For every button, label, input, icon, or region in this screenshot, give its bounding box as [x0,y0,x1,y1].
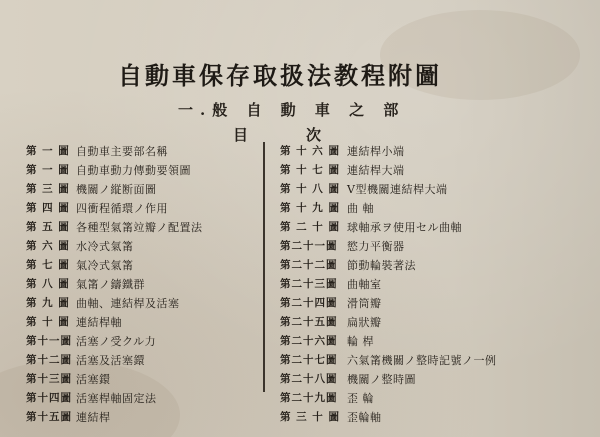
figure-title: 歪 輪 [347,391,374,405]
figure-title: 扁狀瓣 [347,315,382,329]
toc-entry [26,160,203,179]
figure-title: 活塞桿軸固定法 [76,391,157,405]
figure-title: 連結桿 [76,410,111,424]
figure-title: 慾力平衡器 [347,239,405,253]
toc-entry [280,407,497,426]
toc-entry [280,236,497,255]
figure-title: 機關ノ整時圖 [347,372,416,386]
figure-number: 第二十五圖 [280,316,338,328]
figure-title: 曲軸、連結桿及活塞 [76,296,180,310]
toc-entry [26,179,203,198]
figure-title: 連結桿小端 [347,144,405,158]
toc-heading-char-1: 目 [233,126,249,144]
figure-number: 第 六 圖 [26,240,70,252]
figure-number: 第 二 十 圖 [280,221,340,233]
figure-title: 輪 桿 [347,334,374,348]
document-title: 自動車保存取扱法教程附圖 [118,61,442,90]
toc-entry [26,255,203,274]
figure-number: 第 四 圖 [26,202,70,214]
toc-entry [280,255,497,274]
toc-entry [26,141,203,160]
figure-number: 第二十九圖 [280,392,338,404]
figure-number: 第 一 圖 [26,145,70,157]
toc-entry [26,217,203,236]
toc-entry [280,179,497,198]
toc-entry [26,274,203,293]
figure-title: 歪輪軸 [347,410,382,424]
toc-entry [280,350,497,369]
toc-entry [280,369,497,388]
toc-entry [26,293,203,312]
figure-title: 四衝程循環ノ作用 [76,201,168,215]
toc-entry [26,369,203,388]
figure-title: 機關ノ縦断面圖 [76,182,157,196]
figure-number: 第二十六圖 [280,335,338,347]
figure-title: 活塞及活塞鐶 [76,353,145,367]
figure-number: 第 九 圖 [26,297,70,309]
toc-entry [280,388,497,407]
figure-title: 氣筩ノ鑄鐵群 [76,277,145,291]
toc-entry [26,407,203,426]
figure-number: 第十三圖 [26,373,72,385]
figure-number: 第二十四圖 [280,297,338,309]
figure-title: 節動輪裝著法 [347,258,416,272]
figure-title: 自動車動力傳動要領圖 [76,163,191,177]
section-subtitle: 一.般 自 動 車 之 部 [178,101,406,119]
toc-heading-char-2: 次 [306,126,322,144]
toc-left-column [26,141,203,426]
figure-number: 第二十一圖 [280,240,338,252]
figure-title: 連結桿大端 [347,163,405,177]
toc-entry [280,331,497,350]
toc-entry [26,331,203,350]
toc-entry [280,198,497,217]
toc-entry [26,388,203,407]
figure-number: 第 十 九 圖 [280,202,340,214]
toc-right-column [280,141,497,426]
figure-title: 球軸承ヲ使用セル曲軸 [347,220,462,234]
toc-entry [26,350,203,369]
figure-number: 第 八 圖 [26,278,70,290]
figure-title: 六氣筩機關ノ整時記號ノ一例 [347,353,497,367]
toc-entry [26,236,203,255]
figure-number: 第 十 八 圖 [280,183,340,195]
figure-number: 第十一圖 [26,335,72,347]
toc-entry [280,293,497,312]
figure-title: 連結桿軸 [76,315,122,329]
toc-entry [26,312,203,331]
figure-title: 自動車主要部名稱 [76,144,168,158]
figure-number: 第 一 圖 [26,164,70,176]
figure-number: 第十二圖 [26,354,72,366]
column-divider [263,142,265,392]
figure-title: 活塞鐶 [76,372,111,386]
figure-number: 第 三 十 圖 [280,411,340,423]
toc-entry [26,198,203,217]
figure-number: 第二十七圖 [280,354,338,366]
figure-number: 第二十三圖 [280,278,338,290]
toc-entry [280,160,497,179]
toc-entry [280,312,497,331]
figure-title: 氣冷式氣筩 [76,258,134,272]
figure-title: 滑筒瓣 [347,296,382,310]
figure-number: 第 十 六 圖 [280,145,340,157]
figure-number: 第二十二圖 [280,259,338,271]
figure-number: 第十五圖 [26,411,72,423]
figure-number: 第 五 圖 [26,221,70,233]
figure-title: 活塞ノ受クル力 [76,334,157,348]
figure-title: 曲 軸 [347,201,374,215]
toc-entry [280,274,497,293]
figure-title: 水冷式氣筩 [76,239,134,253]
figure-title: V型機關連結桿大端 [347,182,448,196]
figure-number: 第 三 圖 [26,183,70,195]
figure-number: 第十四圖 [26,392,72,404]
toc-entry [280,217,497,236]
figure-number: 第 七 圖 [26,259,70,271]
figure-title: 曲軸室 [347,277,382,291]
figure-title: 各種型氣筩竝瓣ノ配置法 [76,220,203,234]
toc-entry [280,141,497,160]
figure-number: 第 十 七 圖 [280,164,340,176]
figure-number: 第 十 圖 [26,316,70,328]
figure-number: 第二十八圖 [280,373,338,385]
